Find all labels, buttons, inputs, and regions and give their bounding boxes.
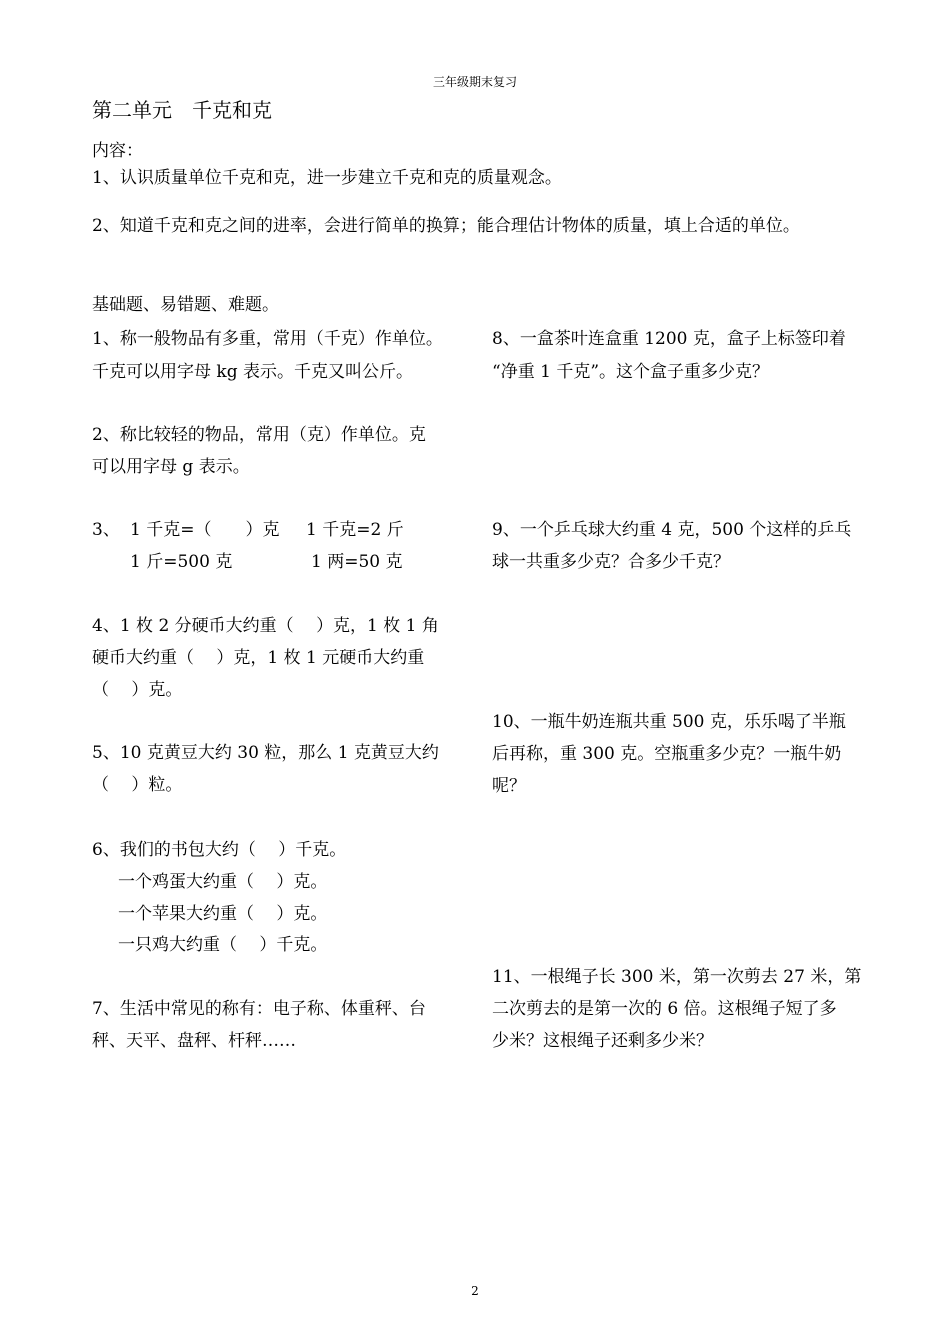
q4-line-3: （ ）克。 (92, 680, 183, 700)
q1-line-1: 1、称一般物品有多重，常用（千克）作单位。 (92, 329, 443, 349)
q3-kg-to-jin: 1 千克=2 斤 (306, 520, 404, 540)
q10-line-2: 后再称，重 300 克。空瓶重多少克？一瓶牛奶 (492, 744, 842, 764)
q11-line-2: 二次剪去的是第一次的 6 倍。这根绳子短了多 (492, 999, 837, 1019)
q6-line-3: 一个苹果大约重（ ）克。 (118, 904, 328, 924)
q3-jin-to-g: 1 斤=500 克 (130, 552, 233, 572)
q8-line-1: 8、一盒茶叶连盒重 1200 克，盒子上标签印着 (492, 329, 846, 349)
q10-line-1: 10、一瓶牛奶连瓶共重 500 克，乐乐喝了半瓶 (492, 712, 846, 732)
q5-line-1: 5、10 克黄豆大约 30 粒，那么 1 克黄豆大约 (92, 743, 439, 763)
q8-line-2: “净重 1 千克”。这个盒子重多少克？ (492, 362, 770, 382)
section-heading: 基础题、易错题、难题。 (92, 295, 279, 315)
page-header: 三年级期末复习 (432, 75, 517, 89)
q10-line-3: 呢？ (492, 776, 526, 796)
q5-line-2: （ ）粒。 (92, 775, 183, 795)
q4-line-1: 4、1 枚 2 分硬币大约重（ ）克，1 枚 1 角 (92, 616, 439, 636)
q3-liang-to-g: 1 两=50 克 (311, 552, 403, 572)
page-number: 2 (471, 1284, 479, 1298)
q2-line-2: 可以用字母 g 表示。 (92, 457, 250, 477)
content-item-2: 2、知道千克和克之间的进率，会进行简单的换算；能合理估计物体的质量，填上合适的单位。 (92, 216, 800, 236)
q11-line-1: 11、一根绳子长 300 米，第一次剪去 27 米，第 (492, 967, 862, 987)
q11-line-3: 少米？这根绳子还剩多少米？ (492, 1031, 713, 1051)
content-item-1: 1、认识质量单位千克和克，进一步建立千克和克的质量观念。 (92, 168, 562, 188)
q6-line-1: 6、我们的书包大约（ ）千克。 (92, 840, 347, 860)
q9-line-1: 9、一个乒乓球大约重 4 克，500 个这样的乒乓 (492, 520, 852, 540)
q3-number: 3、 (92, 520, 120, 540)
q7-line-1: 7、生活中常见的称有：电子称、体重秤、台 (92, 999, 426, 1019)
unit-title: 第二单元 千克和克 (92, 98, 272, 122)
q9-line-2: 球一共重多少克？合多少千克？ (492, 552, 730, 572)
q1-line-2: 千克可以用字母 kg 表示。千克又叫公斤。 (92, 362, 413, 382)
q6-line-4: 一只鸡大约重（ ）千克。 (118, 935, 328, 955)
q4-line-2: 硬币大约重（ ）克，1 枚 1 元硬币大约重 (92, 648, 425, 668)
q2-line-1: 2、称比较轻的物品，常用（克）作单位。克 (92, 425, 426, 445)
content-label: 内容： (92, 141, 143, 161)
q6-line-2: 一个鸡蛋大约重（ ）克。 (118, 872, 328, 892)
q7-line-2: 秤、天平、盘秤、杆秤…… (92, 1031, 296, 1051)
q3-kg-to-g: 1 千克=（ ）克 (130, 520, 280, 540)
